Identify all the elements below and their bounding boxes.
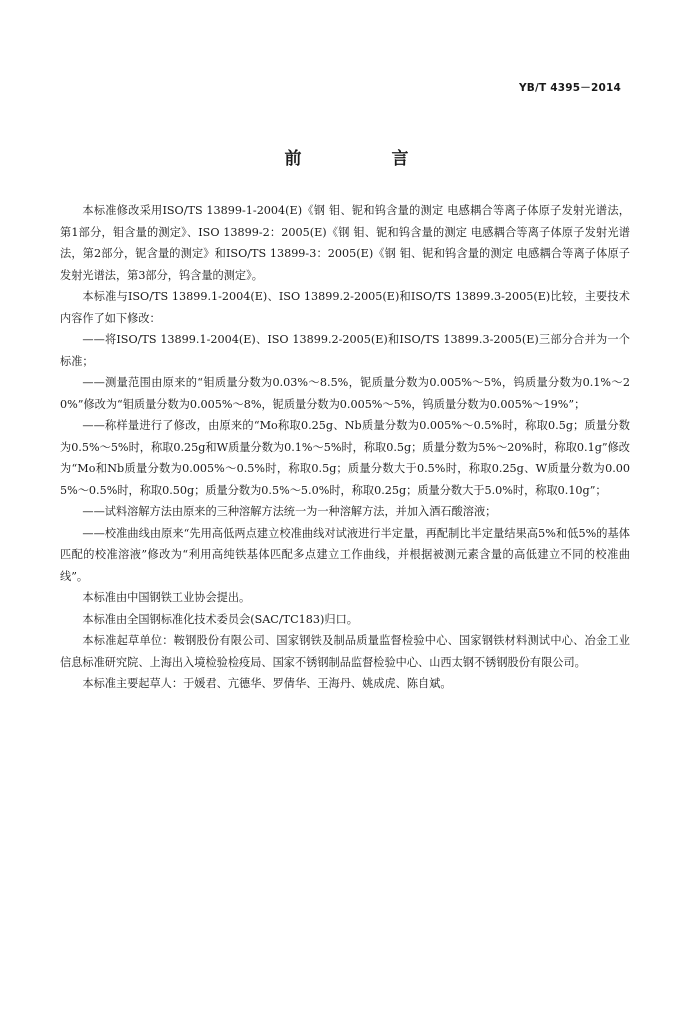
paragraph-proposer: 本标准由中国钢铁工业协会提出。 — [82, 591, 251, 604]
paragraph-drafting-units: 本标准起草单位：鞍钢股份有限公司、国家钢铁及制品质量监督检验中心、国家钢铁材料测试中心、冶金工业信息标准研究院、上海出入境检验检疫局、国家不锈钢制品监督检验中心、山西太钢不锈钢股份有限公司。 — [60, 634, 630, 669]
page-title: 前 言 — [284, 149, 451, 169]
paragraph-comparison: 本标准与ISO/TS 13899.1-2004(E)、ISO 13899.2-2005(E)和ISO/TS 13899.3-2005(E)比较，主要技术内容作了如下修改： — [60, 290, 630, 325]
document-body — [60, 200, 630, 695]
list-item-merge: ——将ISO/TS 13899.1-2004(E)、ISO 13899.2-2005(E)和ISO/TS 13899.3-2005(E)三部分合并为一个标准； — [60, 333, 630, 368]
list-item-dissolution: ——试料溶解方法由原来的三种溶解方法统一为一种溶解方法，并加入酒石酸溶液； — [82, 505, 497, 518]
list-item-sample-mass: ——称样量进行了修改，由原来的“Mo称取0.25g、Nb质量分数为0.005%～0.5%时，称取0.5g；质量分数为0.5%～5%时，称取0.25g和W质量分数为0.1%～5%时，称取0.5g；质量分数为5%～20%时，称取0.1g”修改为“Mo和Nb质量分数为0.005%～0.5%时，称取0.5g；质量分数大于0.5%时，称取0.25g、W质量分数为0.005%～0.5%时，称取0.50g；质量分数为0.5%～5.0%时，称取0.25g；质量分数大于5.0%时，称取0.10g”； — [60, 419, 630, 497]
standard-code: YB/T 4395－2014 — [518, 82, 621, 94]
paragraph-committee: 本标准由全国钢标准化技术委员会(SAC/TC183)归口。 — [82, 612, 358, 626]
paragraph-drafters: 本标准主要起草人：于媛君、亢德华、罗倩华、王海丹、姚成虎、陈自斌。 — [82, 677, 452, 690]
list-item-calibration: ——校准曲线由原来“先用高低两点建立校准曲线对试液进行半定量，再配制比半定量结果高5%和低5%的基体匹配的校准溶液”修改为“利用高纯铁基体匹配多点建立工作曲线，并根据被测元素含量的高低建立不同的校准曲线”。 — [60, 526, 630, 583]
paragraph-adoption: 本标准修改采用ISO/TS 13899-1-2004(E)《钢 钼、铌和钨含量的测定 电感耦合等离子体原子发射光谱法，第1部分，钼含量的测定》、ISO 13899-2：2005(E)《钢 钼、铌和钨含量的测定 电感耦合等离子体原子发射光谱法，第2部分，铌含量的测定》和ISO/TS 13899-3：2005(E)《钢 钼、铌和钨含量的测定 电感耦合等离子体原子发射光谱法，第3部分，钨含量的测定》。 — [60, 204, 630, 282]
list-item-range: ——测量范围由原来的“钼质量分数为0.03%～8.5%，铌质量分数为0.005%～5%，钨质量分数为0.1%～20%”修改为“钼质量分数为0.005%～8%，铌质量分数为0.005%～5%，钨质量分数为0.005%～19%”； — [60, 376, 630, 411]
